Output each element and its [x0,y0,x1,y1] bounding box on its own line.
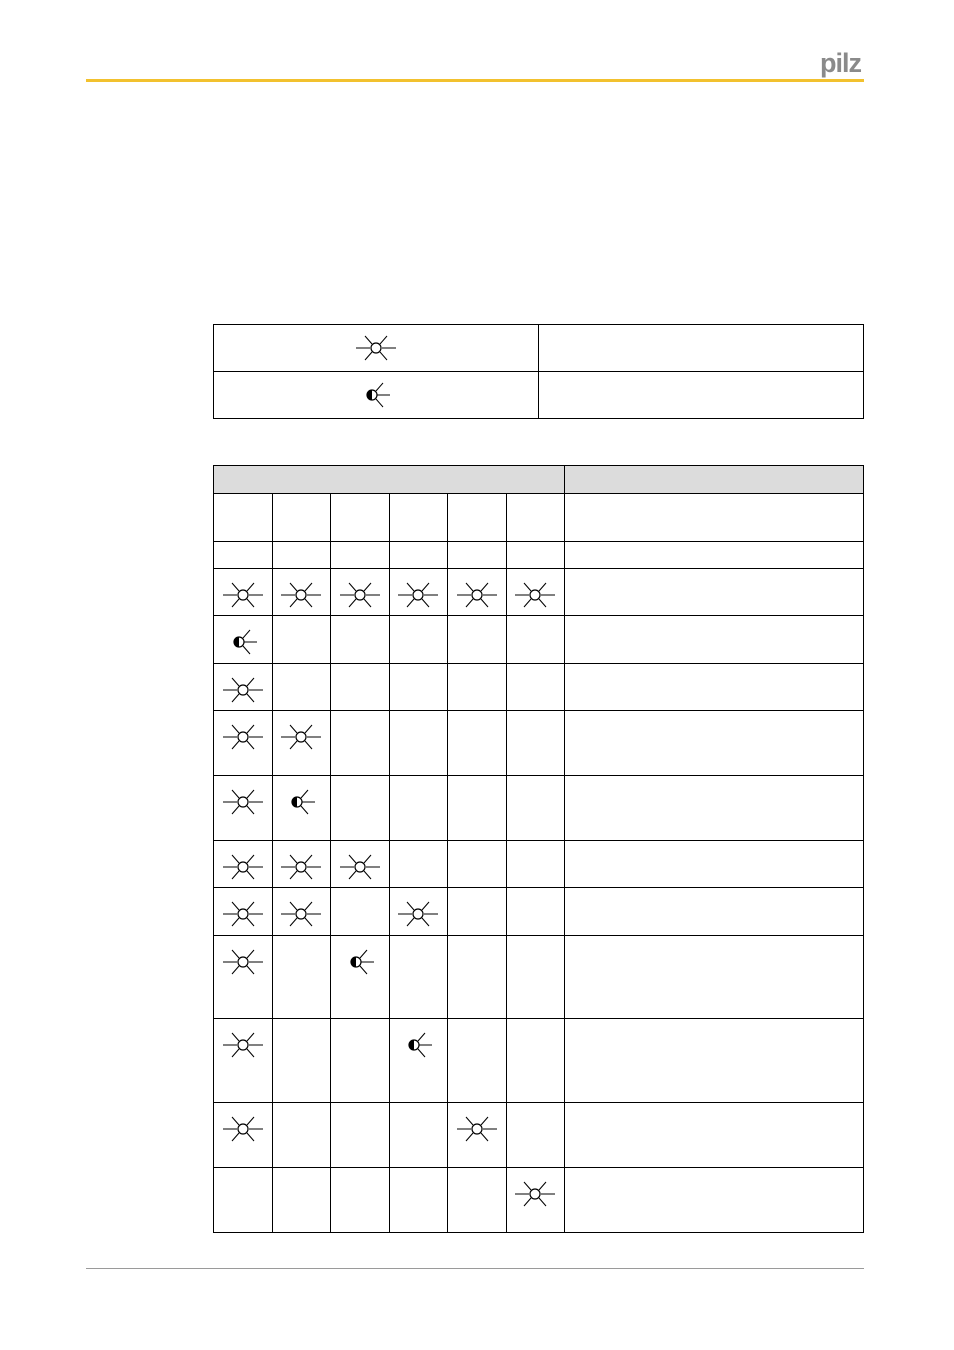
led-cell [506,494,565,542]
led-cell [214,569,273,616]
led-cell [214,1019,273,1103]
led-on-icon [223,719,263,755]
table-row [214,711,864,776]
status-table-header [214,466,864,494]
led-cell [506,841,565,888]
led-on-icon [515,1176,555,1212]
led-cell [214,664,273,711]
pilz-logo: pilz [820,48,861,78]
led-cell [214,841,273,888]
table-row [214,936,864,1019]
led-on-icon [223,896,263,932]
header-leds-cell [214,466,565,494]
legend-row-on [214,325,864,372]
led-cell [331,1019,390,1103]
led-cell [272,616,331,664]
led-cell [331,494,390,542]
led-on-icon [457,1111,497,1147]
table-row [214,1019,864,1103]
meaning-cell [565,711,864,776]
led-cell [448,936,507,1019]
led-cell [214,711,273,776]
led-cell [389,569,448,616]
led-cell [448,1168,507,1233]
table-row [214,776,864,841]
led-cell [506,888,565,936]
table-row [214,664,864,711]
led-flashing-icon [223,624,263,660]
led-cell [389,494,448,542]
led-cell [506,542,565,569]
table-row [214,1103,864,1168]
led-cell [272,1103,331,1168]
led-on-icon [515,577,555,613]
meaning-cell [565,616,864,664]
led-cell [448,616,507,664]
led-cell [448,841,507,888]
led-cell [331,542,390,569]
table-row [214,841,864,888]
led-cell [389,711,448,776]
led-cell [214,1168,273,1233]
meaning-cell [565,1103,864,1168]
led-cell [214,888,273,936]
led-cell [448,664,507,711]
legend-text-cell [539,372,864,419]
led-cell [448,711,507,776]
table-row [214,542,864,569]
led-cell [389,1103,448,1168]
meaning-cell [565,569,864,616]
led-cell [272,1168,331,1233]
led-cell [389,616,448,664]
led-cell [272,569,331,616]
header-meaning-cell [565,466,864,494]
led-on-icon [223,1027,263,1063]
led-cell [506,776,565,841]
led-on-icon [281,896,321,932]
footer-rule [86,1268,864,1269]
led-cell [389,1019,448,1103]
led-cell [448,494,507,542]
led-on-icon [398,896,438,932]
led-cell [448,1019,507,1103]
meaning-cell [565,542,864,569]
led-on-icon [356,330,396,366]
legend-row-flashing [214,372,864,419]
led-on-icon [398,577,438,613]
led-cell [389,1168,448,1233]
legend-symbol-cell [214,372,539,419]
led-cell [448,888,507,936]
table-row [214,1168,864,1233]
led-cell [331,776,390,841]
meaning-cell [565,1019,864,1103]
led-cell [272,664,331,711]
led-legend-table [213,324,864,419]
led-cell [389,542,448,569]
led-cell [506,569,565,616]
led-cell [214,542,273,569]
led-cell [214,776,273,841]
led-cell [506,1103,565,1168]
table-row [214,494,864,542]
led-cell [214,494,273,542]
led-cell [214,936,273,1019]
led-cell [331,711,390,776]
meaning-cell [565,776,864,841]
meaning-cell [565,841,864,888]
led-cell [389,936,448,1019]
led-on-icon [223,672,263,708]
led-cell [506,1168,565,1233]
led-cell [331,1103,390,1168]
led-cell [331,1168,390,1233]
meaning-cell [565,888,864,936]
legend-symbol-cell [214,325,539,372]
led-on-icon [457,577,497,613]
led-cell [506,711,565,776]
led-flashing-icon [398,1027,438,1063]
led-cell [389,664,448,711]
led-cell [272,711,331,776]
led-cell [389,776,448,841]
led-on-icon [223,577,263,613]
led-cell [389,888,448,936]
meaning-cell [565,494,864,542]
led-cell [272,776,331,841]
led-cell [506,936,565,1019]
led-cell [331,841,390,888]
led-cell [272,494,331,542]
led-cell [331,664,390,711]
meaning-cell [565,936,864,1019]
led-cell [506,616,565,664]
led-cell [272,888,331,936]
led-cell [448,542,507,569]
meaning-cell [565,664,864,711]
led-cell [331,888,390,936]
led-on-icon [223,944,263,980]
led-cell [272,841,331,888]
led-cell [272,936,331,1019]
table-row [214,616,864,664]
led-cell [331,616,390,664]
led-cell [448,1103,507,1168]
led-cell [272,542,331,569]
led-cell [448,569,507,616]
led-cell [272,1019,331,1103]
led-cell [448,776,507,841]
meaning-cell [565,1168,864,1233]
led-cell [506,1019,565,1103]
table-row [214,888,864,936]
led-on-icon [340,849,380,885]
table-row [214,569,864,616]
led-cell [214,616,273,664]
led-flashing-icon [281,784,321,820]
led-on-icon [223,1111,263,1147]
header-rule [86,79,864,82]
led-flashing-icon [340,944,380,980]
led-on-icon [223,784,263,820]
led-on-icon [340,577,380,613]
led-on-icon [281,849,321,885]
led-cell [214,1103,273,1168]
led-cell [389,841,448,888]
legend-text-cell [539,325,864,372]
led-status-table [213,465,864,1233]
led-cell [331,936,390,1019]
led-on-icon [281,577,321,613]
led-on-icon [223,849,263,885]
led-flashing-icon [356,377,396,413]
led-on-icon [281,719,321,755]
led-cell [331,569,390,616]
led-cell [506,664,565,711]
